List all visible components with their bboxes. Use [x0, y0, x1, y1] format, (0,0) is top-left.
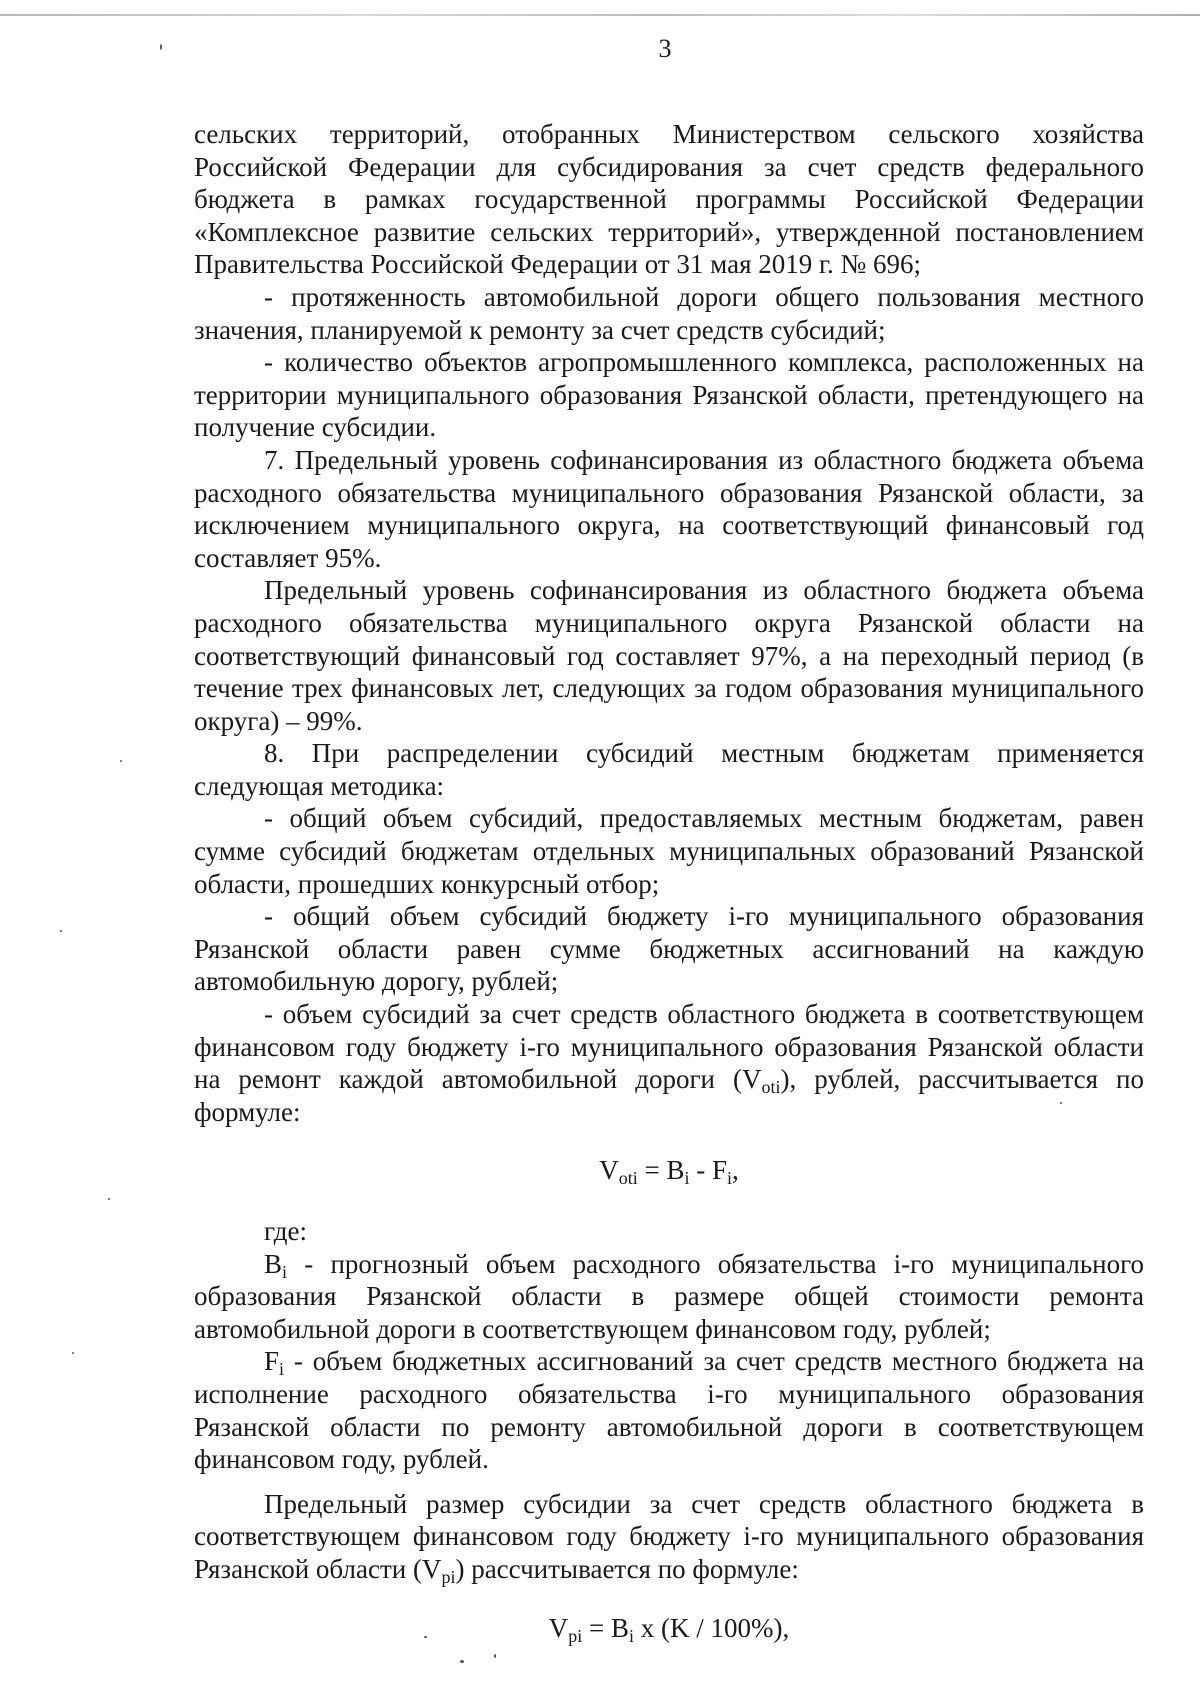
vpi-subscript: pi — [441, 1566, 456, 1587]
scan-speck — [160, 44, 162, 50]
scan-speck — [108, 1198, 110, 1200]
paragraph-vpi-definition — [194, 1488, 1144, 1586]
formula2-b-sub: i — [629, 1625, 635, 1646]
bi-text: - прогнозный объем расходного обязательства i-го муниципального образования Рязанской области в размере общей стоимости ремонта автомобильной дороги в соответствующем финансовом году, рублей; — [194, 1248, 1144, 1344]
page-number: 3 — [658, 34, 672, 63]
formula2-eq-b: = B — [582, 1612, 629, 1643]
paragraph-fi-definition — [194, 1345, 1144, 1475]
fi-symbol: F — [264, 1346, 280, 1377]
voti-text: - объем субсидий за счет средств областного бюджета в соответствующем финансовом году бюджету i-го муниципального образования Рязанской области на ремонт каждой автомобильной дороги (V — [194, 999, 1144, 1095]
paragraph-subsidy-i-municipality: - общий объем субсидий бюджету i-го муниципального образования Рязанской области равен сумме бюджетных ассигнований на каждую автомобильную дорогу, рублей; — [194, 901, 1144, 997]
formula1-eq-b: = B — [637, 1155, 685, 1186]
formula1-minus-f: - F — [689, 1155, 728, 1186]
paragraph-voti-definition — [194, 998, 1144, 1128]
scan-speck — [460, 1660, 464, 1663]
formula2-lhs-sub: pi — [568, 1625, 583, 1646]
formula-vpi — [194, 1612, 1144, 1645]
paragraph-road-length: - протяженность автомобильной дороги общего пользования местного значения, планируемой к ремонту за счет средств субсидий; — [194, 281, 1144, 345]
voti-text-tail: ), рублей, рассчитывается по формуле: — [194, 1064, 1144, 1127]
formula1-b-sub: i — [684, 1168, 690, 1189]
paragraph-cofinancing-95: 7. Предельный уровень софинансирования из областного бюджета объема расходного обязательства муниципального образования Рязанской области, за исключением муниципального округа, на соответствующий финансовый год составляет 95%. — [194, 444, 1144, 573]
scan-speck — [424, 1636, 427, 1638]
formula1-f-sub: i — [727, 1168, 733, 1189]
fi-subscript: i — [279, 1359, 285, 1380]
where-label: где: — [264, 1216, 307, 1246]
scan-speck — [1060, 1102, 1062, 1104]
paragraph-total-subsidy: - общий объем субсидий, предоставляемых местным бюджетам, равен сумме субсидий бюджетам отдельных муниципальных образований Рязанской области, прошедших конкурсный отбор; — [194, 803, 1144, 899]
formula1-lhs-sub: oti — [618, 1168, 638, 1189]
formula2-lhs: V — [548, 1612, 569, 1643]
paragraph-methodology: 8. При распределении субсидий местным бюджетам применяется следующая методика: — [194, 738, 1144, 801]
vpi-text-tail: ) рассчитывается по формуле: — [455, 1553, 799, 1584]
scan-speck — [60, 930, 62, 932]
scan-speck — [120, 760, 122, 762]
spacer — [194, 1476, 1144, 1488]
paragraph-rural-territories: сельских территорий, отобранных Министерством сельского хозяйства Российской Федерации для субсидирования за счет средств федерального бюджета в рамках государственной программы Российской Федерации «Комплексное развитие сельских территорий», утвержденной постановлением Правительства Российской Федерации от 31 мая 2019 г. № 696; — [194, 119, 1144, 280]
scan-edge-line — [0, 14, 1200, 16]
paragraph-cofinancing-97: Предельный уровень софинансирования из областного бюджета объема расходного обязательства муниципального округа Рязанской области на соответствующий финансовый год составляет 97%, а на переходный период (в течение трех финансовых лет, следующих за годом образования муниципального округа) – 99%. — [194, 575, 1144, 736]
paragraph-bi-definition — [194, 1248, 1144, 1346]
vpi-text: Предельный размер субсидии за счет средств областного бюджета в соответствующем финансовом году бюджету i-го муниципального образования Рязанской области (V — [194, 1488, 1144, 1584]
formula1-lhs: V — [599, 1155, 619, 1186]
formula2-rest: x (K / 100%), — [634, 1612, 790, 1643]
fi-text: - объем бюджетных ассигнований за счет средств местного бюджета на исполнение расходного обязательства i-го муниципального образования Рязанской области по ремонту автомобильной дороги в соответствующем финансовом году, рублей. — [194, 1346, 1144, 1475]
bi-subscript: i — [282, 1261, 288, 1282]
paragraph-agro-objects: - количество объектов агропромышленного комплекса, расположенных на территории муниципального образования Рязанской области, претендующего на получение субсидии. — [194, 347, 1144, 443]
scan-speck — [494, 1654, 496, 1658]
formula1-end: , — [732, 1155, 739, 1186]
scan-speck — [72, 1352, 74, 1354]
formula-voti — [194, 1154, 1144, 1187]
document-body — [194, 118, 1144, 1644]
bi-symbol: B — [264, 1248, 283, 1279]
voti-subscript: oti — [761, 1077, 781, 1098]
